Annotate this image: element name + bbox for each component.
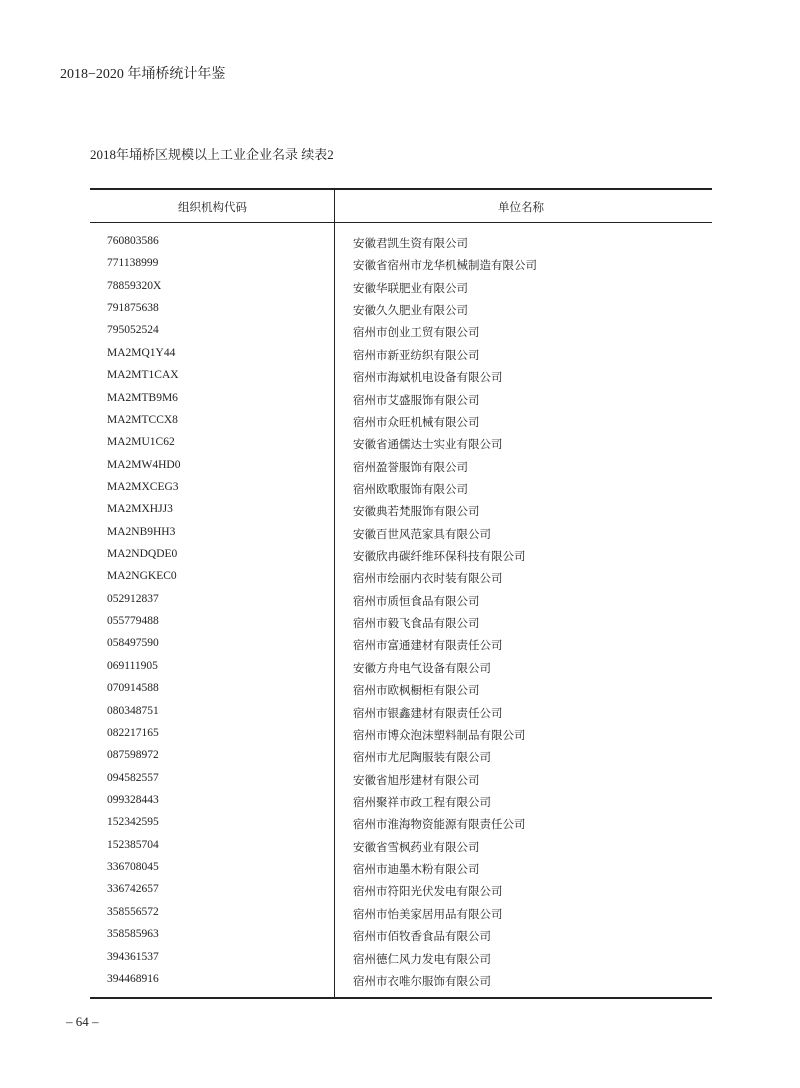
- table-row: [0, 457, 800, 479]
- company-name: 安徽省旭彤建材有限公司: [353, 774, 480, 787]
- table-bottom-rule: [90, 997, 712, 999]
- table-row: [0, 837, 800, 859]
- table-row: [0, 255, 800, 277]
- table-row: [0, 345, 800, 367]
- table-row: [0, 300, 800, 322]
- table-row: [0, 322, 800, 344]
- org-code: MA2NB9HH3: [107, 525, 176, 538]
- table-row: [0, 501, 800, 523]
- table-row: [0, 770, 800, 792]
- org-code: 394361537: [107, 950, 159, 963]
- org-code: 771138999: [107, 257, 159, 270]
- table-row: [0, 949, 800, 971]
- company-name: 宿州市迪墨木粉有限公司: [353, 864, 480, 877]
- company-name: 宿州市欧枫橱柜有限公司: [353, 685, 480, 698]
- company-name: 宿州市海斌机电设备有限公司: [353, 372, 503, 385]
- company-name: 宿州市尤尼陶服装有限公司: [353, 752, 491, 765]
- table-row: [0, 390, 800, 412]
- table-row: [0, 859, 800, 881]
- column-header-name: 单位名称: [498, 202, 544, 214]
- company-name: 宿州市淮海物资能源有限责任公司: [353, 819, 526, 832]
- table-row: [0, 635, 800, 657]
- table-row: [0, 434, 800, 456]
- org-code: 336742657: [107, 883, 159, 896]
- company-name: 安徽欣冉碳纤维环保科技有限公司: [353, 551, 526, 564]
- company-name: 安徽君凯生资有限公司: [353, 238, 468, 250]
- org-code: MA2NGKEC0: [107, 570, 177, 583]
- table-row: [0, 233, 800, 255]
- table-row: [0, 479, 800, 501]
- company-name: 宿州市绘丽内衣时装有限公司: [353, 573, 503, 586]
- table-row: [0, 814, 800, 836]
- org-code: 795052524: [107, 324, 159, 337]
- table-row: [0, 792, 800, 814]
- company-name: 安徽省宿州市龙华机械制造有限公司: [353, 260, 537, 273]
- org-code: 082217165: [107, 726, 159, 739]
- table-row: [0, 904, 800, 926]
- company-name: 宿州市新亚纺织有限公司: [353, 349, 480, 362]
- company-name: 宿州市质恒食品有限公司: [353, 595, 480, 608]
- company-name: 安徽方舟电气设备有限公司: [353, 662, 491, 675]
- table-row: [0, 524, 800, 546]
- company-name: 宿州市艾盛服饰有限公司: [353, 394, 480, 407]
- org-code: MA2MT1CAX: [107, 369, 179, 382]
- table-row: [0, 412, 800, 434]
- company-name: 宿州市毅飞食品有限公司: [353, 618, 480, 631]
- org-code: 791875638: [107, 302, 159, 315]
- org-code: 152385704: [107, 838, 159, 851]
- company-name: 宿州市衣唯尔服饰有限公司: [353, 975, 491, 988]
- company-name: 安徽百世风范家具有限公司: [353, 528, 491, 541]
- column-header-code: 组织机构代码: [178, 202, 247, 214]
- company-name: 安徽省通儒达士实业有限公司: [353, 439, 503, 452]
- company-name: 宿州市怡美家居用品有限公司: [353, 908, 503, 921]
- org-code: 358556572: [107, 905, 159, 918]
- table-top-rule: [90, 188, 712, 190]
- org-code: 094582557: [107, 771, 159, 784]
- org-code: 394468916: [107, 972, 159, 985]
- company-name: 宿州市富通建材有限责任公司: [353, 640, 503, 653]
- org-code: 069111905: [107, 659, 158, 672]
- table-header-rule: [90, 222, 712, 223]
- table-row: [0, 926, 800, 948]
- table-row: [0, 568, 800, 590]
- org-code: 760803586: [107, 235, 159, 247]
- company-name: 宿州德仁风力发电有限公司: [353, 953, 491, 966]
- org-code: MA2MW4HD0: [107, 458, 181, 471]
- org-code: MA2NDQDE0: [107, 548, 178, 561]
- table-row: [0, 613, 800, 635]
- table-row: [0, 367, 800, 389]
- table-row: [0, 658, 800, 680]
- org-code: MA2MTCCX8: [107, 413, 178, 426]
- table-row: [0, 278, 800, 300]
- company-name: 宿州市佰牧香食品有限公司: [353, 931, 491, 944]
- table-row: [0, 591, 800, 613]
- table-row: [0, 747, 800, 769]
- page-number: – 64 –: [66, 1014, 99, 1029]
- org-code: 052912837: [107, 592, 159, 605]
- table-body: [0, 233, 800, 993]
- table-row: [0, 725, 800, 747]
- org-code: 080348751: [107, 704, 159, 717]
- org-code: MA2MTB9M6: [107, 391, 178, 404]
- table-title: 2018年埇桥区规模以上工业企业名录 续表2: [90, 147, 334, 162]
- org-code: 055779488: [107, 615, 159, 628]
- org-code: MA2MQ1Y44: [107, 346, 176, 359]
- org-code: 336708045: [107, 861, 159, 874]
- table-row: [0, 680, 800, 702]
- company-name: 宿州市创业工贸有限公司: [353, 327, 480, 340]
- company-name: 宿州市符阳光伏发电有限公司: [353, 886, 503, 899]
- company-name: 宿州欧歌服饰有限公司: [353, 483, 468, 496]
- company-name: 安徽典若梵服饰有限公司: [353, 506, 480, 519]
- company-name: 宿州市银鑫建材有限责任公司: [353, 707, 503, 720]
- org-code: 087598972: [107, 749, 159, 762]
- table-row: [0, 703, 800, 725]
- running-head: 2018−2020 年埇桥统计年鉴: [60, 67, 226, 82]
- org-code: MA2MU1C62: [107, 436, 175, 449]
- company-name: 宿州盈誉服饰有限公司: [353, 461, 468, 474]
- table-row: [0, 971, 800, 993]
- company-name: 安徽久久肥业有限公司: [353, 305, 468, 318]
- org-code: 070914588: [107, 682, 159, 695]
- company-name: 宿州聚祥市政工程有限公司: [353, 796, 491, 809]
- org-code: 099328443: [107, 793, 159, 806]
- company-name: 安徽华联肥业有限公司: [353, 282, 468, 295]
- org-code: MA2MXHJJ3: [107, 503, 173, 516]
- org-code: 358585963: [107, 928, 159, 941]
- table-row: [0, 881, 800, 903]
- org-code: 152342595: [107, 816, 159, 829]
- org-code: MA2MXCEG3: [107, 480, 179, 493]
- org-code: 78859320X: [107, 279, 162, 292]
- company-name: 宿州市博众泡沫塑料制品有限公司: [353, 729, 526, 742]
- table-row: [0, 546, 800, 568]
- company-name: 安徽省雪枫药业有限公司: [353, 841, 480, 854]
- company-name: 宿州市众旺机械有限公司: [353, 416, 480, 429]
- org-code: 058497590: [107, 637, 159, 650]
